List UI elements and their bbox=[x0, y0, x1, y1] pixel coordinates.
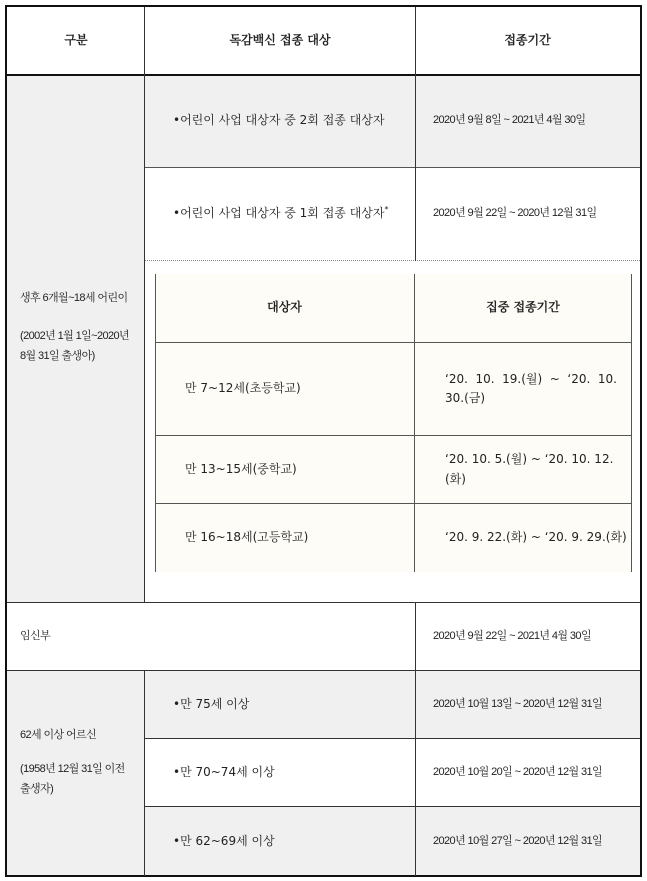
row-75-target: •만 75세 이상 bbox=[173, 696, 250, 711]
row-1dose-target bbox=[145, 168, 415, 260]
dotted-divider bbox=[145, 260, 640, 261]
children-label bbox=[20, 290, 136, 367]
row-2dose-period: 2020년 9월 8일 ~ 2021년 4월 30일 bbox=[433, 114, 586, 127]
inner-row-middle-target: 만 13~15세(중학교) bbox=[185, 461, 297, 476]
children-label-title: 생후 6개월~18세 어린이 bbox=[20, 292, 128, 304]
header-period: 접종기간 bbox=[504, 33, 551, 48]
inner-row-high-target: 만 16~18세(고등학교) bbox=[185, 530, 309, 545]
row-62-target: •만 62~69세 이상 bbox=[173, 833, 275, 848]
header-category: 구분 bbox=[64, 33, 88, 48]
col-divider-1 bbox=[144, 7, 145, 602]
col-divider-2-top bbox=[415, 7, 416, 261]
row-2dose-target bbox=[145, 75, 415, 167]
row-62-period: 2020년 10월 27일 ~ 2020년 12월 31일 bbox=[433, 834, 602, 847]
inner-header-period: 집중 접종기간 bbox=[486, 300, 560, 315]
row-2dose-target-text: •어린이 사업 대상자 중 2회 접종 대상자 bbox=[173, 113, 385, 128]
row-70-period: 2020년 10월 20일 ~ 2020년 12월 31일 bbox=[433, 765, 602, 778]
elderly-label bbox=[20, 727, 136, 800]
row-75-period: 2020년 10월 13일 ~ 2020년 12월 31일 bbox=[433, 697, 602, 710]
pregnant-period: 2020년 9월 22일 ~ 2021년 4월 30일 bbox=[433, 629, 591, 642]
header-target: 독감백신 접종 대상 bbox=[229, 33, 331, 48]
inner-row-middle-period: ‘20. 10. 5.(월) ~ ‘20. 10. 12.(화) bbox=[445, 452, 614, 486]
pregnant-label: 임신부 bbox=[20, 629, 51, 642]
children-label-range: (2002년 1월 1일~2020년 8월 31일 출생아) bbox=[20, 329, 130, 363]
row-1dose-target-text: •어린이 사업 대상자 중 1회 접종 대상자 bbox=[173, 206, 385, 221]
inner-header-target: 대상자 bbox=[267, 300, 302, 315]
row-70-target: •만 70~74세 이상 bbox=[173, 764, 275, 779]
row-1dose-period: 2020년 9월 22일 ~ 2020년 12월 31일 bbox=[433, 207, 597, 220]
elderly-label-range: (1958년 12월 31일 이전 출생자) bbox=[20, 762, 125, 796]
footnote-mark: * bbox=[384, 205, 389, 215]
inner-row-elementary-target: 만 7~12세(초등학교) bbox=[185, 381, 301, 396]
inner-right-border bbox=[631, 274, 632, 572]
inner-row-high-period: ‘20. 9. 22.(화) ~ ‘20. 9. 29.(화) bbox=[445, 530, 627, 545]
inner-row-elementary-period: ‘20. 10. 19.(월) ~ ‘20. 10. 30.(금) bbox=[445, 371, 617, 405]
elderly-label-title: 62세 이상 어르신 bbox=[20, 729, 97, 741]
